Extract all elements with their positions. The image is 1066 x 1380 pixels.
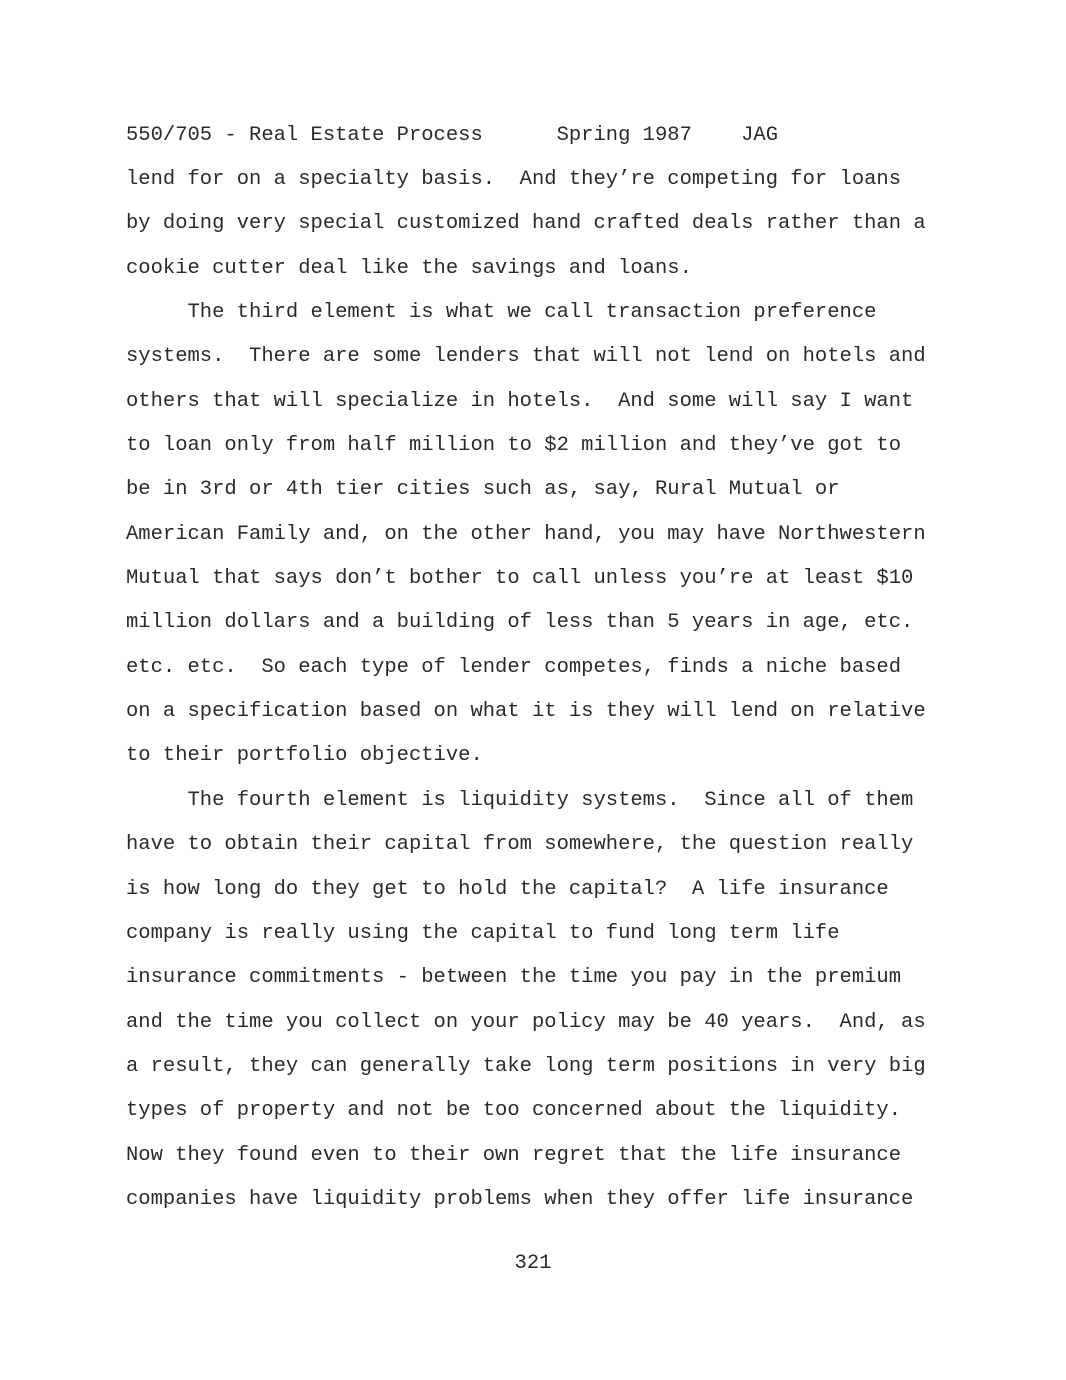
text-line: companies have liquidity problems when they offer life insurance [126, 1187, 914, 1211]
text-line: to loan only from half million to $2 million and they’ve got to [126, 434, 902, 458]
page-number: 321 [514, 1252, 552, 1275]
text-line: to their portfolio objective. [126, 744, 483, 768]
text-line: company is really using the capital to fund long term life [126, 921, 840, 945]
text-line: types of property and not be too concerned about the liquidity. [126, 1099, 902, 1123]
text-line: lend for on a specialty basis. And they’re competing for loans [126, 168, 902, 191]
text-line: Mutual that says don’t bother to call unless you’re at least $10 [126, 567, 914, 591]
text-line: on a specification based on what it is they will lend on relative [126, 700, 926, 724]
page-header: 550/705 - Real Estate Process Spring 1987 JAG [126, 124, 779, 147]
text-line: American Family and, on the other hand, you may have Northwestern [126, 522, 926, 546]
text-line: and the time you collect on your policy may be 40 years. And, as [126, 1010, 926, 1034]
body-text [126, 167, 956, 1231]
text-line: have to obtain their capital from somewhere, the question really [126, 833, 914, 857]
text-line: etc. etc. So each type of lender competes, finds a niche based [126, 655, 902, 679]
text-line: others that will specialize in hotels. And some will say I want [126, 389, 914, 413]
text-line: Now they found even to their own regret that the life insurance [126, 1143, 902, 1167]
text-line: cookie cutter deal like the savings and loans. [126, 256, 692, 280]
text-line: systems. There are some lenders that will not lend on hotels and [126, 345, 926, 369]
text-line: The third element is what we call transaction preference [126, 301, 877, 325]
text-line: by doing very special customized hand crafted deals rather than a [126, 212, 926, 236]
text-line: be in 3rd or 4th tier cities such as, say, Rural Mutual or [126, 478, 840, 502]
text-line: The fourth element is liquidity systems. Since all of them [126, 788, 914, 812]
text-line: million dollars and a building of less than 5 years in age, etc. [126, 611, 914, 635]
text-line: insurance commitments - between the time you pay in the premium [126, 966, 902, 990]
text-line: a result, they can generally take long term positions in very big [126, 1054, 926, 1078]
text-line: is how long do they get to hold the capital? A life insurance [126, 877, 889, 901]
